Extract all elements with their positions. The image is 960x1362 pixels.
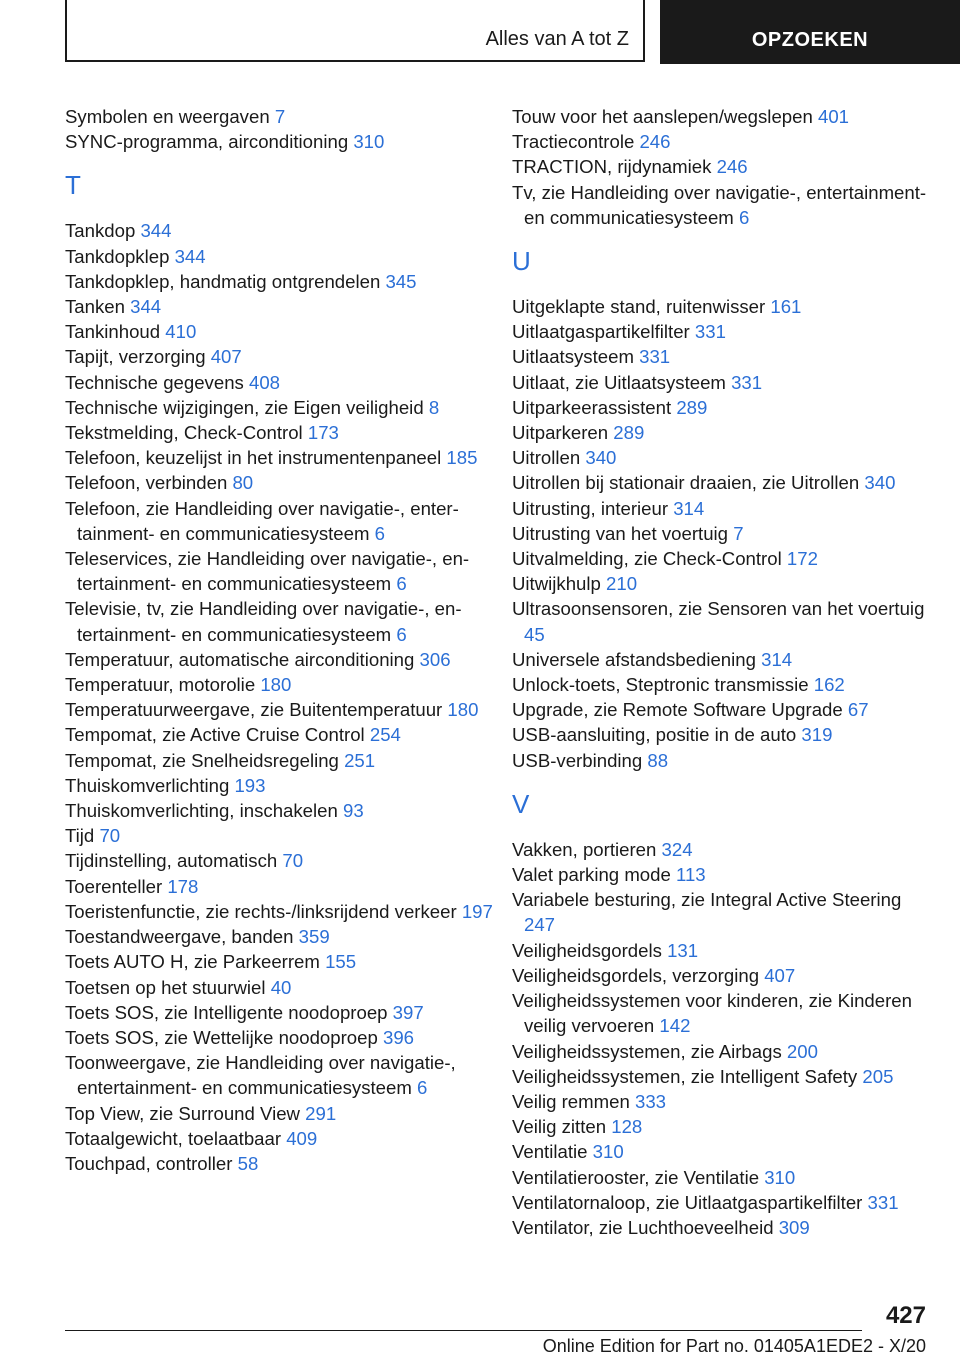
- index-entry-text: Veiligheidssystemen, zie Intelligent Safety: [512, 1065, 863, 1087]
- page-link[interactable]: 80: [232, 472, 254, 494]
- index-entry: [512, 988, 932, 1038]
- index-entry: [65, 672, 495, 697]
- page-link[interactable]: 331: [731, 371, 763, 393]
- index-entry: [512, 571, 932, 596]
- header-tabs: [65, 0, 960, 65]
- index-entry: [65, 1000, 495, 1025]
- index-entry: [65, 470, 495, 495]
- index-entry-text: Veiligheidsgordels, verzorging: [512, 964, 765, 986]
- page-link[interactable]: 193: [234, 774, 266, 796]
- index-entry: [512, 1114, 932, 1139]
- index-entry: [65, 129, 495, 154]
- index-entry-text: Touchpad, controller: [65, 1152, 238, 1174]
- page-link[interactable]: 409: [286, 1127, 318, 1149]
- index-entry: [65, 496, 495, 546]
- page-link[interactable]: 128: [611, 1116, 643, 1138]
- index-entry-text: Veiligheidsgordels: [512, 939, 668, 961]
- index-entry: [65, 773, 495, 798]
- index-entry: [512, 672, 932, 697]
- index-entry: [65, 218, 495, 243]
- page-link[interactable]: 67: [847, 699, 869, 721]
- section-letter: T: [65, 170, 81, 201]
- tab-alles-van-a-tot-z[interactable]: [65, 0, 645, 62]
- page-link[interactable]: 344: [140, 220, 172, 242]
- index-entry-text: Veiligheidssystemen, zie Airbags: [512, 1040, 787, 1062]
- index-entry-text: USB-verbinding: [512, 749, 648, 771]
- page-link[interactable]: 310: [592, 1141, 624, 1163]
- index-entry-text: Toets SOS, zie Intelligente noodoproep: [65, 1001, 393, 1023]
- index-entry: [512, 887, 932, 937]
- page-link[interactable]: 70: [99, 825, 121, 847]
- page-link[interactable]: 6: [374, 522, 385, 544]
- index-entry: [65, 1151, 495, 1176]
- index-entry: [65, 344, 495, 369]
- index-entry-text: Technische gegevens: [65, 371, 249, 393]
- index-entry: [512, 963, 932, 988]
- page-link[interactable]: 324: [661, 838, 693, 860]
- index-entry: [512, 837, 932, 862]
- index-entry: [65, 104, 495, 129]
- page-link[interactable]: 6: [396, 623, 407, 645]
- index-entry: [65, 546, 495, 596]
- index-entry: [65, 370, 495, 395]
- index-entry: [65, 697, 495, 722]
- page-link[interactable]: 319: [801, 724, 833, 746]
- page-link[interactable]: 7: [733, 522, 744, 544]
- index-entry: [512, 722, 932, 747]
- page-link[interactable]: 246: [639, 131, 671, 153]
- page-link[interactable]: 180: [447, 699, 479, 721]
- index-entry-text: Uitrusting van het voertuig: [512, 522, 734, 544]
- page-link[interactable]: 142: [659, 1015, 691, 1037]
- page-link[interactable]: 396: [383, 1026, 415, 1048]
- index-entry-text: Uitrollen: [512, 447, 586, 469]
- page-link[interactable]: 173: [307, 422, 339, 444]
- page-link[interactable]: 155: [325, 951, 357, 973]
- page-link[interactable]: 246: [716, 156, 748, 178]
- index-entry: [512, 697, 932, 722]
- index-entry: [512, 420, 932, 445]
- index-entry-text: Toets SOS, zie Wettelijke noodoproep: [65, 1026, 383, 1048]
- page-link[interactable]: 407: [764, 964, 796, 986]
- index-entry: [65, 949, 495, 974]
- page-number: 427: [885, 1302, 926, 1329]
- index-entry-text: Uitrollen bij stationair draaien, zie Uitrollen: [512, 472, 865, 494]
- index-entry-text: Tankinhoud: [65, 321, 166, 343]
- index-entry-text: Uitlaatsysteem: [512, 346, 640, 368]
- page-link[interactable]: 7: [274, 106, 286, 127]
- index-entry-text: Tankdopklep: [65, 245, 175, 267]
- page-link[interactable]: 162: [813, 674, 845, 696]
- index-entry-text: Tanken: [65, 296, 131, 318]
- page-link[interactable]: 310: [353, 131, 385, 153]
- page-link[interactable]: 161: [770, 296, 802, 318]
- index-entry: [512, 647, 932, 672]
- index-entry-text: Touw voor het aanslepen/wegslepen: [512, 106, 818, 127]
- index-entry-text: Toonweergave, zie Handleiding over navigatie-, entertainment- en communicatiesysteem: [65, 1052, 456, 1099]
- page-link[interactable]: 6: [738, 206, 750, 228]
- index-entry-text: Variabele besturing, zie Integral Active Steering: [512, 889, 902, 911]
- page-link[interactable]: 340: [864, 472, 896, 494]
- index-column-right: [512, 104, 932, 1240]
- index-entry: [65, 647, 495, 672]
- page-link[interactable]: 340: [585, 447, 617, 469]
- page-link[interactable]: 180: [260, 674, 292, 696]
- index-entry: [65, 1101, 495, 1126]
- index-entry: [512, 104, 932, 129]
- index-entry: [65, 445, 495, 470]
- index-entry: [65, 420, 495, 445]
- index-entry: [65, 874, 495, 899]
- page-link[interactable]: 410: [165, 321, 197, 343]
- index-entry: [512, 395, 932, 420]
- page-link[interactable]: 289: [676, 396, 708, 418]
- index-entry-text: Top View, zie Surround View: [65, 1102, 306, 1124]
- index-entry-text: Tempomat, zie Snelheidsregeling: [65, 749, 345, 771]
- index-entry-text: Universele afstandsbediening: [512, 648, 762, 670]
- index-entry-text: Ventilator, zie Luchthoeveelheid: [512, 1216, 779, 1238]
- index-entry-text: Ventilatornaloop, zie Uitlaatgaspartikelfilter: [512, 1191, 868, 1213]
- index-entry-text: Telefoon, keuzelijst in het instrumentenpaneel: [65, 447, 447, 469]
- page-link[interactable]: 331: [867, 1191, 899, 1213]
- index-entry-text: Televisie, tv, zie Handleiding over navigatie-, entertainment- en communicatiesysteem: [65, 598, 462, 645]
- index-entry-text: Ventilatierooster, zie Ventilatie: [512, 1166, 765, 1188]
- index-entry-text: Telefoon, zie Handleiding over navigatie-, entertainment- en communicatiesysteem: [65, 497, 459, 544]
- page-link[interactable]: 93: [343, 800, 364, 822]
- index-entry: [512, 521, 932, 546]
- tab-title: Alles van A tot Z: [485, 28, 629, 50]
- index-entry-text: Tijdinstelling, automatisch: [65, 850, 283, 872]
- index-entry: [512, 154, 932, 179]
- page-link[interactable]: 88: [647, 749, 669, 771]
- index-entry: [65, 798, 495, 823]
- page-link[interactable]: 185: [446, 447, 478, 469]
- index-entry-text: Unlock-toets, Steptronic transmissie: [512, 674, 814, 696]
- page-link[interactable]: 310: [764, 1166, 796, 1188]
- index-entry: [65, 1025, 495, 1050]
- index-entry: [512, 319, 932, 344]
- page-link[interactable]: 359: [298, 926, 330, 948]
- index-entry-text: Uitwijkhulp: [512, 573, 607, 595]
- index-entry: [65, 269, 495, 294]
- index-entry: [65, 1050, 495, 1100]
- index-entry: [512, 596, 932, 646]
- index-entry-text: Uitgeklapte stand, ruitenwisser: [512, 296, 771, 318]
- page-link[interactable]: 205: [862, 1065, 894, 1087]
- index-entry: [512, 1165, 932, 1190]
- footer-edition: Online Edition for Part no. 01405A1EDE2 - X/20: [542, 1336, 926, 1356]
- page-link[interactable]: 247: [524, 914, 556, 936]
- index-entry-text: Thuiskomverlichting, inschakelen: [65, 800, 343, 822]
- page-link[interactable]: 407: [210, 346, 242, 368]
- page-link[interactable]: 314: [761, 648, 793, 670]
- page-link[interactable]: 344: [130, 296, 162, 318]
- page-link[interactable]: 58: [237, 1152, 259, 1174]
- index-entry-text: TRACTION, rijdynamiek: [512, 156, 717, 178]
- index-entry-text: Temperatuurweergave, zie Buitentemperatuur: [65, 699, 448, 721]
- index-entry-text: Tekstmelding, Check-Control: [65, 422, 308, 444]
- index-entry-text: Valet parking mode: [512, 864, 676, 886]
- page-link[interactable]: 309: [778, 1216, 810, 1238]
- index-entry-text: Temperatuur, automatische airconditioning: [65, 648, 420, 670]
- index-entry-text: SYNC-programma, airconditioning: [65, 131, 354, 153]
- index-entry: [512, 1064, 932, 1089]
- page-link[interactable]: 397: [392, 1001, 424, 1023]
- index-entry: [512, 180, 932, 230]
- index-entry-text: Veiligheidssystemen voor kinderen, zie Kinderen veilig vervoeren: [512, 990, 912, 1037]
- index-entry: [512, 470, 932, 495]
- index-entry-text: Uitrusting, interieur: [512, 497, 674, 519]
- index-entry: [512, 1215, 932, 1240]
- page-link[interactable]: 6: [396, 573, 407, 595]
- index-entry-text: Tempomat, zie Active Cruise Control: [65, 724, 370, 746]
- page-link[interactable]: 345: [385, 270, 417, 292]
- page-link[interactable]: 344: [174, 245, 206, 267]
- index-entry-text: Tv, zie Handleiding over navigatie-, entertainment- en communicatiesysteem: [512, 181, 927, 228]
- index-entry: [65, 319, 495, 344]
- page-link[interactable]: 113: [676, 864, 706, 886]
- page-link[interactable]: 331: [694, 321, 726, 343]
- index-entry: [512, 1190, 932, 1215]
- index-entry: [65, 244, 495, 269]
- page-link[interactable]: 172: [786, 548, 818, 570]
- index-entry: [65, 596, 495, 646]
- index-entry: [512, 445, 932, 470]
- index-entry: [65, 722, 495, 747]
- page-link[interactable]: 254: [369, 724, 401, 746]
- index-entry: [512, 344, 932, 369]
- index-entry-text: Temperatuur, motorolie: [65, 674, 261, 696]
- index-entry-text: Upgrade, zie Remote Software Upgrade: [512, 699, 848, 721]
- page-link[interactable]: 131: [667, 939, 699, 961]
- index-entry: [512, 938, 932, 963]
- index-column-left: [65, 104, 495, 1176]
- index-entry-text: Tractiecontrole: [512, 131, 640, 153]
- index-entry-text: Toeristenfunctie, zie rechts-/linksrijdend verkeer: [65, 900, 462, 922]
- index-entry-text: Toetsen op het stuurwiel: [65, 976, 271, 998]
- index-entry: [512, 1039, 932, 1064]
- page-link[interactable]: 306: [419, 648, 451, 670]
- index-entry-text: Uitlaatgaspartikelfilter: [512, 321, 695, 343]
- page-link[interactable]: 289: [613, 422, 645, 444]
- page-link[interactable]: 251: [344, 749, 376, 771]
- page-link[interactable]: 408: [249, 371, 281, 393]
- page-link[interactable]: 331: [639, 346, 671, 368]
- index-entry-text: Uitparkeren: [512, 422, 614, 444]
- index-entry-text: Teleservices, zie Handleiding over navigatie-, entertainment- en communicatiesysteem: [65, 548, 470, 595]
- index-entry: [512, 496, 932, 521]
- index-entry: [512, 129, 932, 154]
- index-entry-text: Technische wijzigingen, zie Eigen veiligheid: [65, 396, 429, 418]
- index-entry-text: USB-aansluiting, positie in de auto: [512, 724, 802, 746]
- footer-divider: [65, 1330, 862, 1331]
- page-link[interactable]: 45: [524, 623, 545, 645]
- page-link[interactable]: 178: [167, 875, 199, 897]
- index-entry: [65, 975, 495, 1000]
- page-link[interactable]: 401: [817, 106, 850, 127]
- index-entry: [65, 823, 495, 848]
- section-letter: V: [512, 788, 530, 819]
- index-entry: [512, 546, 932, 571]
- page-link[interactable]: 200: [786, 1040, 818, 1062]
- index-entry: [512, 1089, 932, 1114]
- section-letter: U: [512, 246, 531, 277]
- index-entry-text: Totaalgewicht, toelaatbaar: [65, 1127, 287, 1149]
- page-link[interactable]: 291: [305, 1102, 337, 1124]
- index-entry-text: Vakken, portieren: [512, 838, 662, 860]
- index-entry-text: Toestandweergave, banden: [65, 926, 299, 948]
- index-entry-text: Symbolen en weergaven: [65, 106, 275, 127]
- index-entry-text: Tapijt, verzorging: [65, 346, 211, 368]
- index-entry-text: Tijd: [65, 825, 100, 847]
- page-link[interactable]: 197: [461, 900, 493, 922]
- index-entry: [65, 395, 495, 420]
- index-entry-text: Toets AUTO H, zie Parkeerrem: [65, 951, 326, 973]
- page-link[interactable]: 210: [606, 573, 638, 595]
- page-link[interactable]: 70: [282, 850, 304, 872]
- index-entry: [512, 748, 932, 773]
- index-entry: [65, 899, 495, 924]
- index-entry-text: Uitvalmelding, zie Check-Control: [512, 548, 787, 570]
- index-entry-text: Thuiskomverlichting: [65, 774, 235, 796]
- index-entry: [65, 1126, 495, 1151]
- page-link[interactable]: 8: [428, 396, 440, 418]
- page-link[interactable]: 40: [270, 976, 292, 998]
- page-link[interactable]: 6: [417, 1077, 428, 1099]
- index-entry: [512, 1139, 932, 1164]
- page-link[interactable]: 333: [634, 1090, 667, 1112]
- index-entry: [65, 294, 495, 319]
- index-entry-text: Uitlaat, zie Uitlaatsysteem: [512, 371, 732, 393]
- index-entry: [65, 848, 495, 873]
- tab-opzoeken[interactable]: [660, 0, 960, 64]
- index-entry-text: Ultrasoonsensoren, zie Sensoren van het voertuig: [512, 598, 925, 620]
- index-entry-text: Veilig remmen: [512, 1090, 635, 1112]
- page-link[interactable]: 314: [673, 497, 705, 519]
- index-entry-text: Telefoon, verbinden: [65, 472, 233, 494]
- index-entry-text: Uitparkeerassistent: [512, 396, 677, 418]
- index-entry: [512, 862, 932, 887]
- tab-active-label: OPZOEKEN: [751, 29, 869, 51]
- index-entry-text: Ventilatie: [512, 1141, 593, 1163]
- index-entry: [65, 748, 495, 773]
- index-entry: [512, 294, 932, 319]
- index-entry-text: Veilig zitten: [512, 1116, 612, 1138]
- index-entry-text: Tankdop: [65, 220, 141, 242]
- index-entry-text: Tankdopklep, handmatig ontgrendelen: [65, 270, 386, 292]
- index-entry: [512, 370, 932, 395]
- index-entry-text: Toerenteller: [65, 875, 168, 897]
- index-entry: [65, 924, 495, 949]
